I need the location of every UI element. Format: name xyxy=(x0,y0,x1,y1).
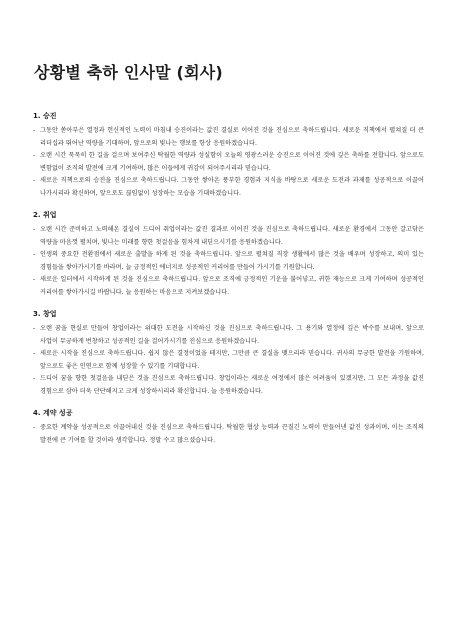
section-contract-success xyxy=(33,408,424,447)
greeting-item: - 오랜 시간 묵묵히 한 길을 걸으며 보여주신 탁월한 역량과 성실함이 오늘의 영광스러운 승진으로 이어진 것에 깊은 축하를 전합니다. 앞으로도 변함없이 조직의 발전에 크게 기여하며, 많은 이들에게 귀감이 되어주시리라 믿습니다. xyxy=(33,150,424,175)
greeting-item: - 새로운 직책으로의 승진을 진심으로 축하드립니다. 그동안 쌓아온 풍부한 경험과 지식을 바탕으로 새로운 도전과 과제를 성공적으로 이끌어 나가시리라 확신하며, 앞으로도 끊임없이 성장하는 모습을 기대하겠습니다. xyxy=(33,175,424,200)
greeting-item: - 그동안 쏟아부은 열정과 헌신적인 노력이 마침내 승진이라는 값진 결실로 이어진 것을 진심으로 축하드립니다. 새로운 직책에서 펼쳐질 더 큰 리더십과 뛰어난 역량을 기대하며, 앞으로의 빛나는 행보를 항상 응원하겠습니다. xyxy=(33,125,424,150)
section-heading: 4. 계약 성공 xyxy=(33,409,73,417)
greeting-item: - 드디어 꿈을 향한 첫걸음을 내딛은 것을 진심으로 축하드립니다. 창업이라는 새로운 여정에서 많은 어려움이 있겠지만, 그 모든 과정을 값진 경험으로 삼아 더욱 단단해지고 크게 성장하시리라 확신합니다. 늘 응원하겠습니다. xyxy=(33,373,424,398)
section-startup xyxy=(33,309,424,398)
document-title: 상황별 축하 인사말 (회사) xyxy=(34,63,223,82)
greeting-list xyxy=(33,224,424,299)
section-promotion xyxy=(33,111,424,200)
greeting-list xyxy=(33,323,424,398)
greeting-item: - 새로운 시작을 진심으로 축하드립니다. 쉽지 않은 결정이었을 테지만, 그만큼 큰 결실을 맺으리라 믿습니다. 귀사의 무궁한 발전을 기원하며, 앞으로도 좋은 인연으로 함께 성장할 수 있기를 기대합니다. xyxy=(33,348,424,373)
greeting-list xyxy=(33,125,424,200)
section-heading: 3. 창업 xyxy=(33,310,57,318)
section-employment xyxy=(33,210,424,299)
greeting-item: - 새로운 일터에서 시작하게 된 것을 진심으로 축하드립니다. 앞으로 조직에 긍정적인 기운을 불어넣고, 귀한 재능으로 크게 기여하며 성공적인 커리어를 쌓아가시길 바랍니다. 늘 응원하는 마음으로 지켜보겠습니다. xyxy=(33,274,424,299)
section-heading: 1. 승진 xyxy=(33,112,57,120)
greeting-item: - 오랜 꿈을 현실로 만들어 창업이라는 위대한 도전을 시작하신 것을 진심으로 축하드립니다. 그 용기와 열정에 깊은 박수를 보내며, 앞으로 사업이 무궁하게 번창하고 성공적인 길을 걸어가시기를 진심으로 응원하겠습니다. xyxy=(33,323,424,348)
greeting-item: - 오랜 시간 준비하고 노력해온 결실이 드디어 취업이라는 값진 결과로 이어진 것을 진심으로 축하드립니다. 새로운 환경에서 그동안 갈고닦은 역량을 마음껏 펼치며, 빛나는 미래를 향한 첫걸음을 힘차게 내딛으시기를 응원하겠습니다. xyxy=(33,224,424,249)
greeting-item: - 중요한 계약을 성공적으로 이끌어내신 것을 진심으로 축하드립니다. 탁월한 협상 능력과 끈질긴 노력이 만들어낸 값진 성과이며, 이는 조직의 발전에 큰 기여를 할 것이라 생각합니다. 정말 수고 많으셨습니다. xyxy=(33,422,424,447)
section-heading: 2. 취업 xyxy=(33,211,57,219)
greeting-list xyxy=(33,422,424,447)
greeting-item: - 인생의 중요한 전환점에서 새로운 출발을 하게 된 것을 축하드립니다. 앞으로 펼쳐질 직장 생활에서 많은 것을 배우며 성장하고, 의미 있는 경험들을 쌓아가시기를 바라며, 늘 긍정적인 에너지로 성공적인 커리어를 만들어 가시기를 기원합니다. xyxy=(33,249,424,274)
